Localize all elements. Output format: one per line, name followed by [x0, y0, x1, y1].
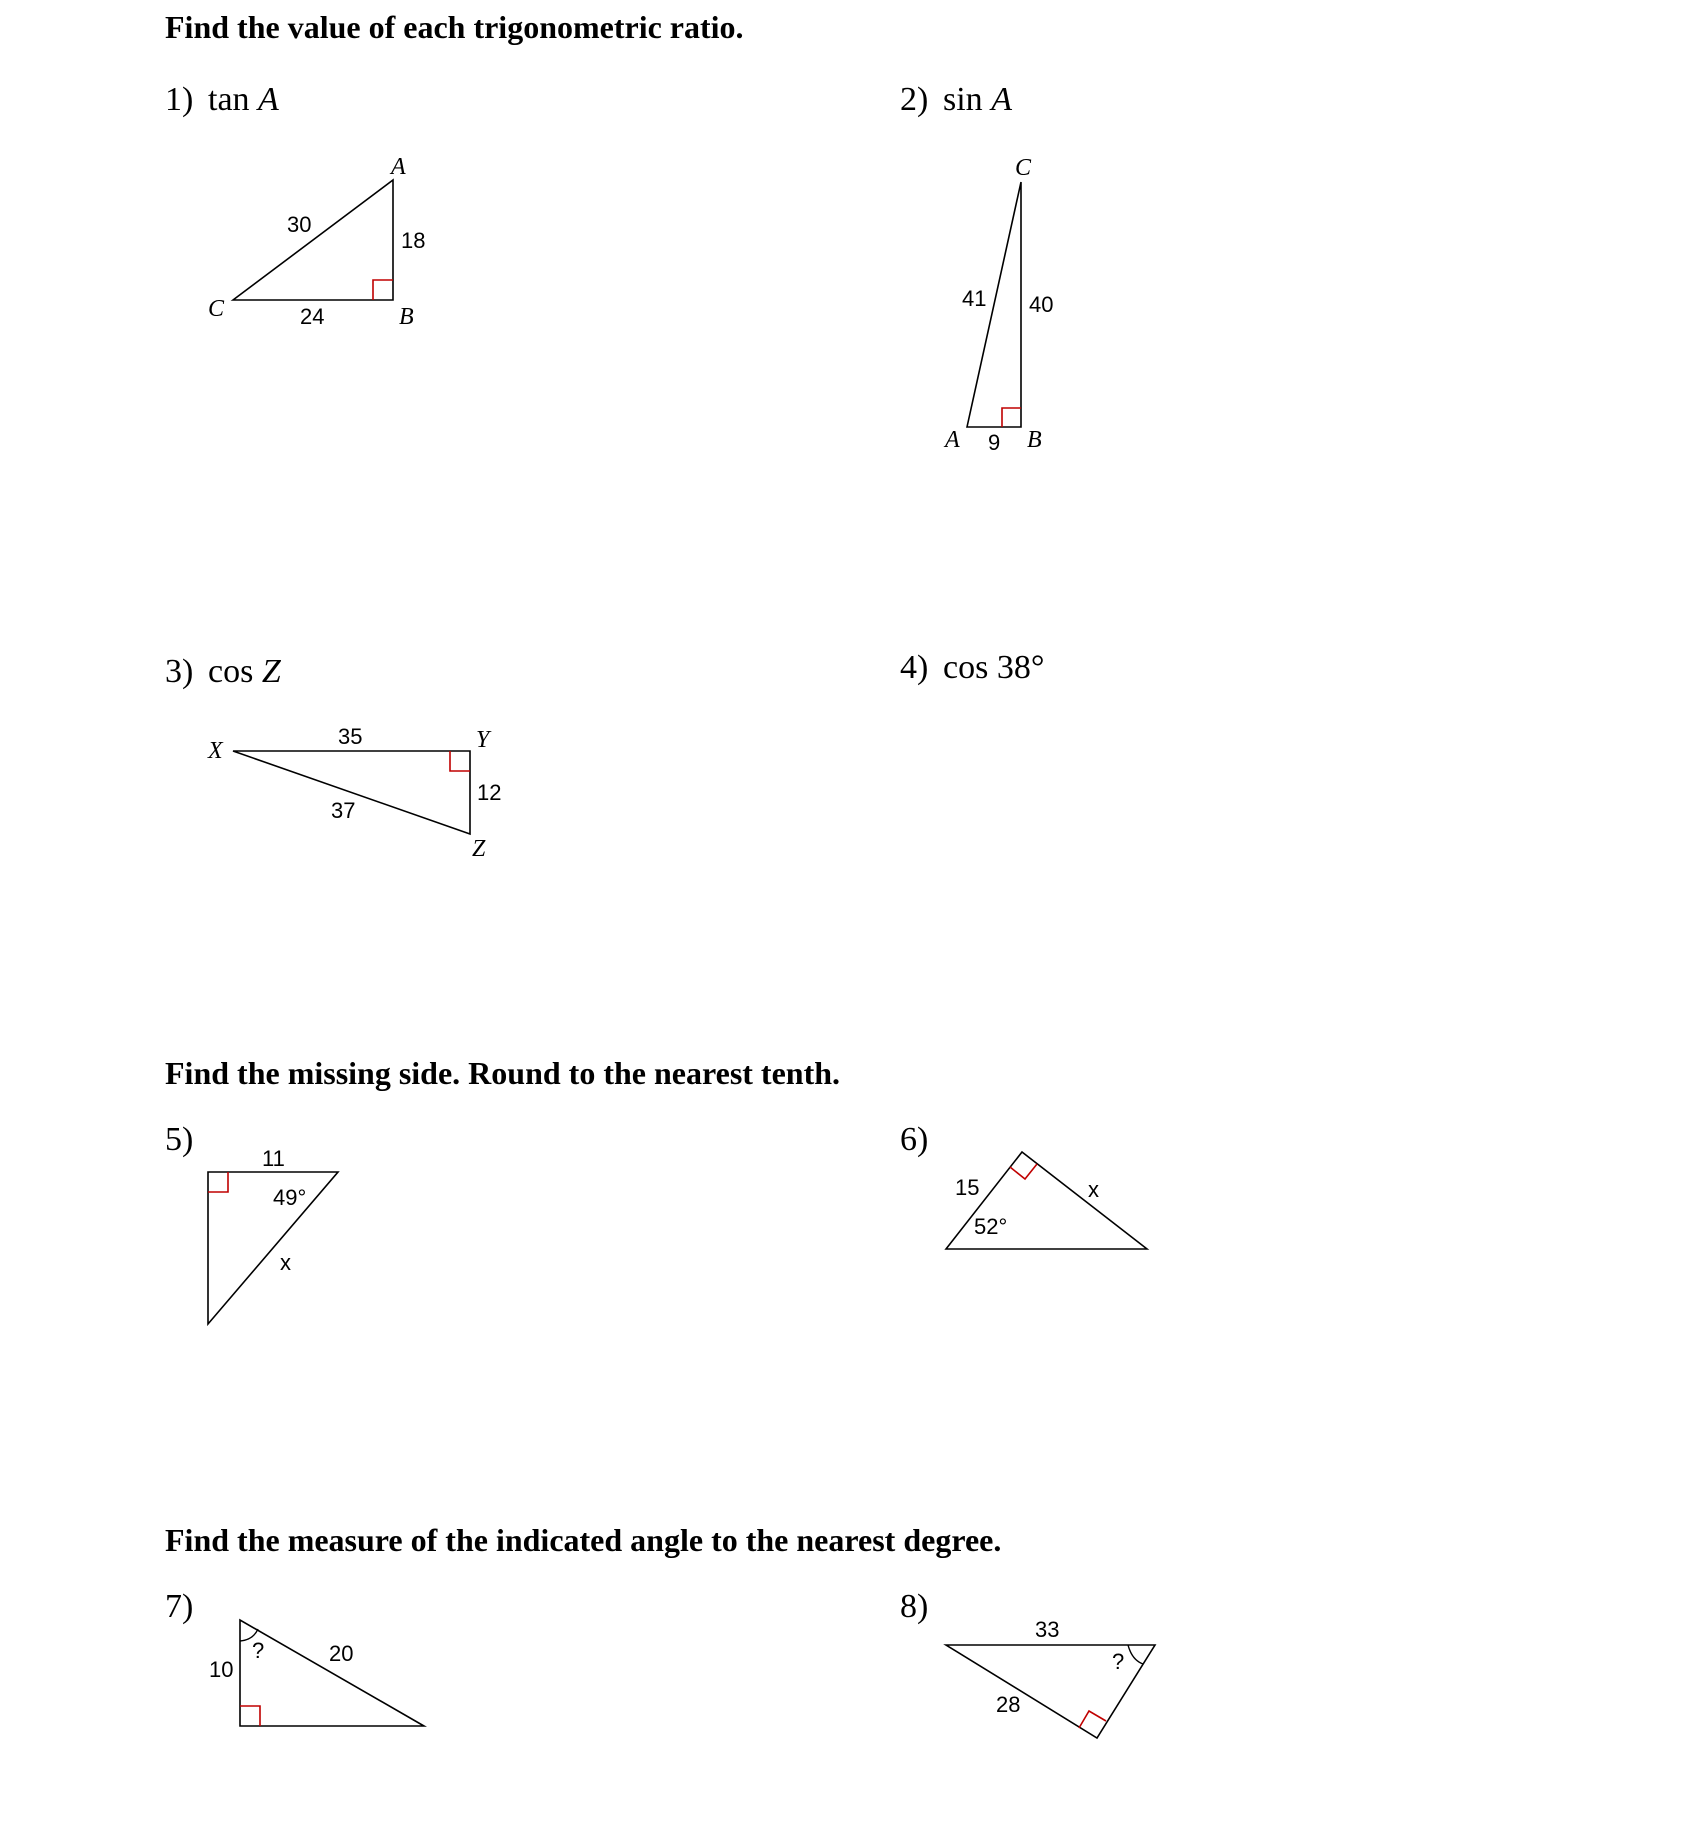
triangle-figure [208, 1146, 338, 1324]
triangle-figure [943, 155, 1053, 455]
side-label-hypotenuse: x [280, 1250, 291, 1275]
problem-1 [165, 81, 425, 330]
side-label-hypotenuse: 30 [287, 212, 312, 237]
angle-label: ? [1112, 1649, 1125, 1674]
side-label-left: 28 [996, 1692, 1021, 1717]
problem-6 [900, 1121, 1147, 1249]
trig-function: cos [943, 649, 989, 686]
problem-4 [900, 649, 1044, 686]
vertex-label-c: C [208, 296, 225, 322]
section-heading-indicated-angle: Find the measure of the indicated angle to the nearest degree. [165, 1522, 1002, 1558]
side-label-top: 35 [338, 724, 363, 749]
problem-2 [900, 81, 1053, 455]
side-label-opposite: 40 [1029, 292, 1054, 317]
angle-arc [1128, 1645, 1143, 1664]
right-angle-marker [208, 1172, 228, 1192]
side-label-opposite: 18 [401, 228, 426, 253]
triangle-outline [240, 1620, 424, 1726]
side-label-right: 12 [477, 780, 502, 805]
problem-8 [900, 1588, 1155, 1738]
side-label-left: 10 [209, 1657, 234, 1682]
problem-expression [943, 649, 1044, 686]
trig-function: cos [208, 653, 254, 690]
problem-number: 8) [900, 1588, 929, 1625]
trig-function: sin [943, 81, 983, 118]
trig-function: tan [208, 81, 250, 118]
right-angle-marker [373, 280, 393, 300]
problem-number: 6) [900, 1121, 929, 1158]
vertex-label-a: A [391, 154, 406, 180]
triangle-outline [233, 180, 393, 300]
problem-5 [165, 1121, 338, 1324]
vertex-label-c: C [1015, 155, 1032, 181]
problem-number: 4) [900, 649, 929, 686]
triangle-figure [946, 1617, 1155, 1738]
side-label-adjacent: 24 [300, 304, 325, 329]
problem-number: 2) [900, 81, 929, 118]
right-angle-marker [1010, 1164, 1037, 1179]
trig-argument: 38° [996, 649, 1045, 686]
triangle-figure [208, 154, 425, 330]
side-label-top: 33 [1035, 1617, 1060, 1642]
vertex-label-x: X [208, 738, 223, 764]
angle-label: 49° [273, 1185, 307, 1210]
angle-label: 52° [974, 1214, 1008, 1239]
side-label-right: x [1088, 1177, 1099, 1202]
side-label-hypotenuse: 20 [329, 1641, 354, 1666]
right-angle-marker [450, 751, 470, 771]
triangle-figure [207, 724, 501, 862]
problem-expression [208, 653, 282, 690]
side-label-left: 15 [955, 1175, 980, 1200]
triangle-figure [209, 1620, 424, 1726]
side-label-top: 11 [262, 1146, 285, 1171]
problem-number: 3) [165, 653, 194, 690]
vertex-label-y: Y [476, 727, 490, 753]
section-heading-trig-ratio: Find the value of each trigonometric ratio. [165, 9, 744, 45]
problem-7 [165, 1588, 424, 1726]
vertex-label-b: B [399, 304, 414, 330]
vertex-label-a: A [945, 427, 960, 453]
problem-number: 7) [165, 1588, 194, 1625]
vertex-label-z: Z [472, 836, 486, 862]
section-heading-missing-side: Find the missing side. Round to the nearest tenth. [165, 1055, 841, 1091]
side-label-adjacent: 9 [988, 430, 1001, 455]
right-angle-marker [1002, 408, 1021, 427]
side-label-hypotenuse: 37 [331, 798, 356, 823]
problem-number: 1) [165, 81, 194, 118]
vertex-label-b: B [1027, 427, 1042, 453]
trig-argument: Z [261, 653, 281, 690]
triangle-figure [946, 1152, 1147, 1249]
right-angle-marker [1079, 1711, 1106, 1728]
right-angle-marker [240, 1706, 260, 1726]
problem-number: 5) [165, 1121, 194, 1158]
trig-argument: A [258, 81, 279, 118]
angle-label: ? [252, 1638, 265, 1663]
problem-3 [165, 653, 501, 862]
side-label-hypotenuse: 41 [962, 286, 987, 311]
problem-expression [208, 81, 279, 118]
trig-argument: A [991, 81, 1012, 118]
problem-expression [943, 81, 1012, 118]
